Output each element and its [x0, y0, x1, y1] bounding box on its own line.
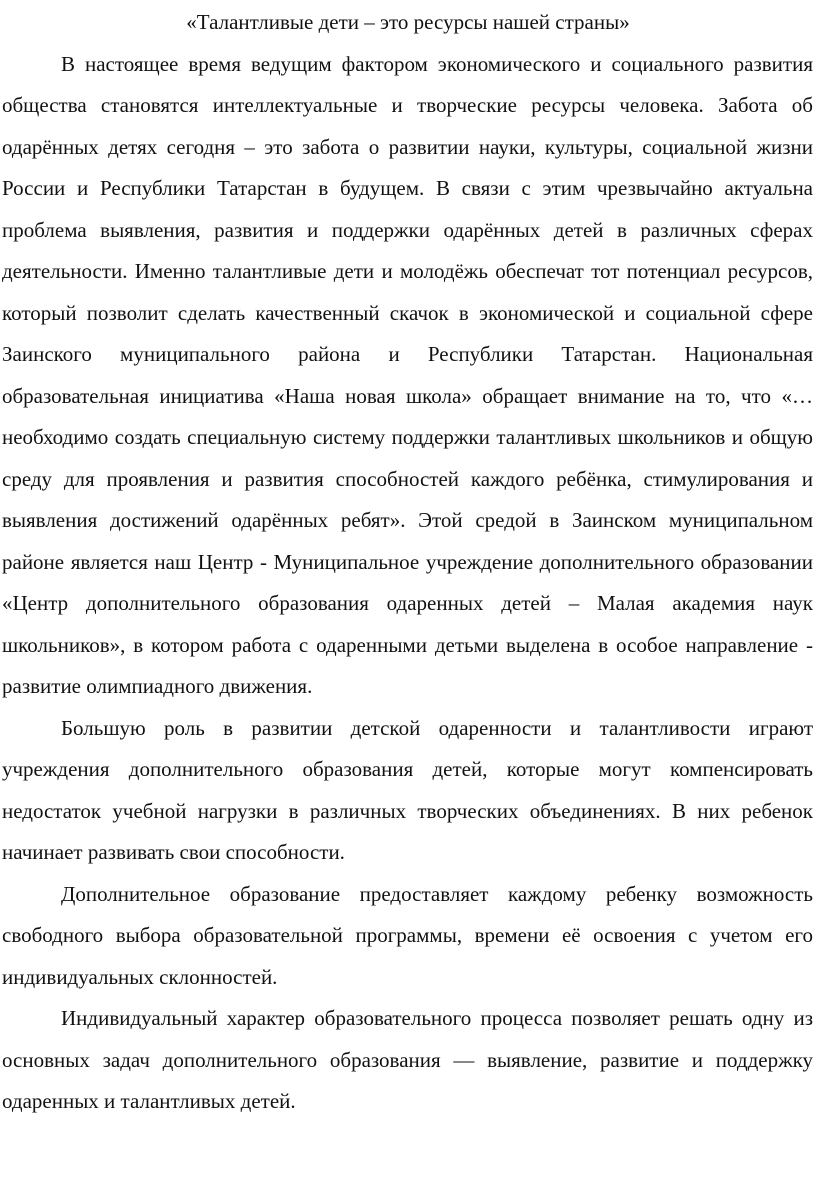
paragraph-individual-character: Индивидуальный характер образовательного процесса позволяет решать одну из основных задач дополнительного образования — выявление, развитие и поддержку одаренных и талантливых детей. — [2, 1006, 813, 1113]
paragraph-intro: В настоящее время ведущим фактором экономического и социального развития общества становятся интеллектуальные и творческие ресурсы человека. Забота об одарённых детях сегодня – это забота о развитии науки, культуры, социальной жизни России и Республики Татарстан в будущем. В связи с этим чрезвычайно актуальна проблема выявления, развития и поддержки одарённых детей в различных сферах деятельности. Именно талантливые дети и молодёжь обеспечат тот потенциал ресурсов, который позволит сделать качественный скачок в экономической и социальной сфере Заинского муниципального района и Республики Татарстан. Национальная образовательная инициатива «Наша новая школа» обращает внимание на то, что «…необходимо создать специальную систему поддержки талантливых школьников и общую среду для проявления и развития способностей каждого ребёнка, стимулирования и выявления достижений одарённых ребят». Этой средой в Заинском муниципальном районе является наш Центр - Муниципальное учреждение дополнительного образовании «Центр дополнительного образования одаренных детей – Малая академия наук школьников», в котором работа с одаренными детьми выделена в особое направление - развитие олимпиадного движения. — [2, 51, 813, 698]
document-title: «Талантливые дети – это ресурсы нашей страны» — [186, 10, 630, 34]
paragraph-free-choice: Дополнительное образование предоставляет каждому ребенку возможность свободного выбора образовательной программы, времени её освоения с учетом его индивидуальных склонностей. — [2, 881, 813, 989]
paragraph-role-of-institutions: Большую роль в развитии детской одаренности и талантливости играют учреждения дополнительного образования детей, которые могут компенсировать недостаток учебной нагрузки в различных творческих объединениях. В них ребенок начинает развивать свои способности. — [2, 715, 813, 864]
